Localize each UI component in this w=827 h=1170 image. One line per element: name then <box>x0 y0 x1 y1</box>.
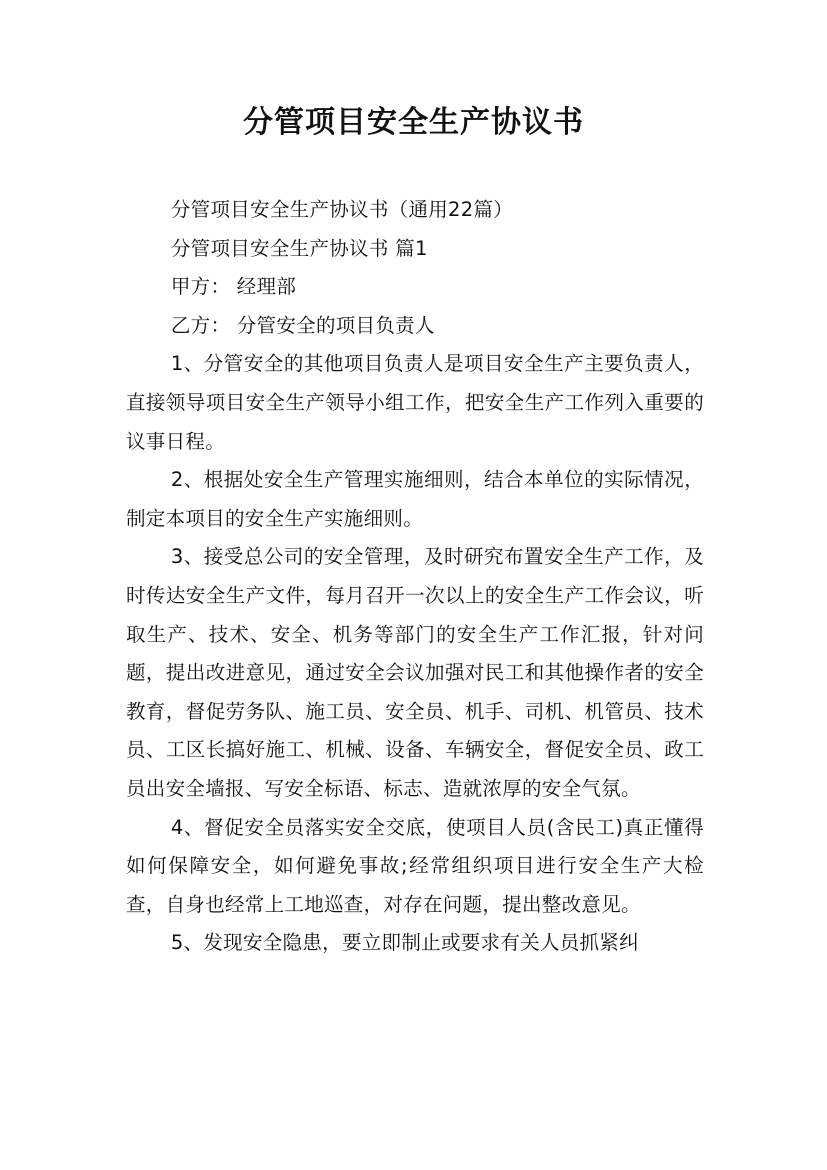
clause-3: 3、接受总公司的安全管理，及时研究布置安全生产工作，及时传达安全生产文件，每月召开一次以上的安全生产工作会议，听取生产、技术、安全、机务等部门的安全生产工作汇报，针对问题，提出改进意见，通过安全会议加强对民工和其他操作者的安全教育，督促劳务队、施工员、安全员、机手、司机、机管员、技术员、工区长搞好施工、机械、设备、车辆安全，督促安全员、政工员出安全墙报、写安全标语、标志、造就浓厚的安全气氛。 <box>126 545 704 800</box>
document-body <box>126 191 704 963</box>
clause-4: 4、督促安全员落实安全交底，使项目人员(含民工)真正懂得如何保障安全，如何避免事故;经常组织项目进行安全生产大检查，自身也经常上工地巡查，对存在问题，提出整改意见。 <box>126 815 704 916</box>
subtitle-paragraph: 分管项目安全生产协议书（通用22篇） <box>170 198 514 221</box>
party-b-line: 乙方： 分管安全的项目负责人 <box>170 313 435 337</box>
section-heading: 分管项目安全生产协议书 篇1 <box>170 236 428 260</box>
clause-1: 1、分管安全的其他项目负责人是项目安全生产主要负责人，直接领导项目安全生产领导小组工作，把安全生产工作列入重要的议事日程。 <box>126 352 704 453</box>
party-a-line: 甲方： 经理部 <box>170 275 297 299</box>
document-title: 分管项目安全生产协议书 <box>243 105 584 140</box>
clause-2: 2、根据处安全生产管理实施细则，结合本单位的实际情况，制定本项目的安全生产实施细则。 <box>126 468 704 530</box>
clause-5: 5、发现安全隐患，要立即制止或要求有关人员抓紧纠 <box>170 931 639 955</box>
